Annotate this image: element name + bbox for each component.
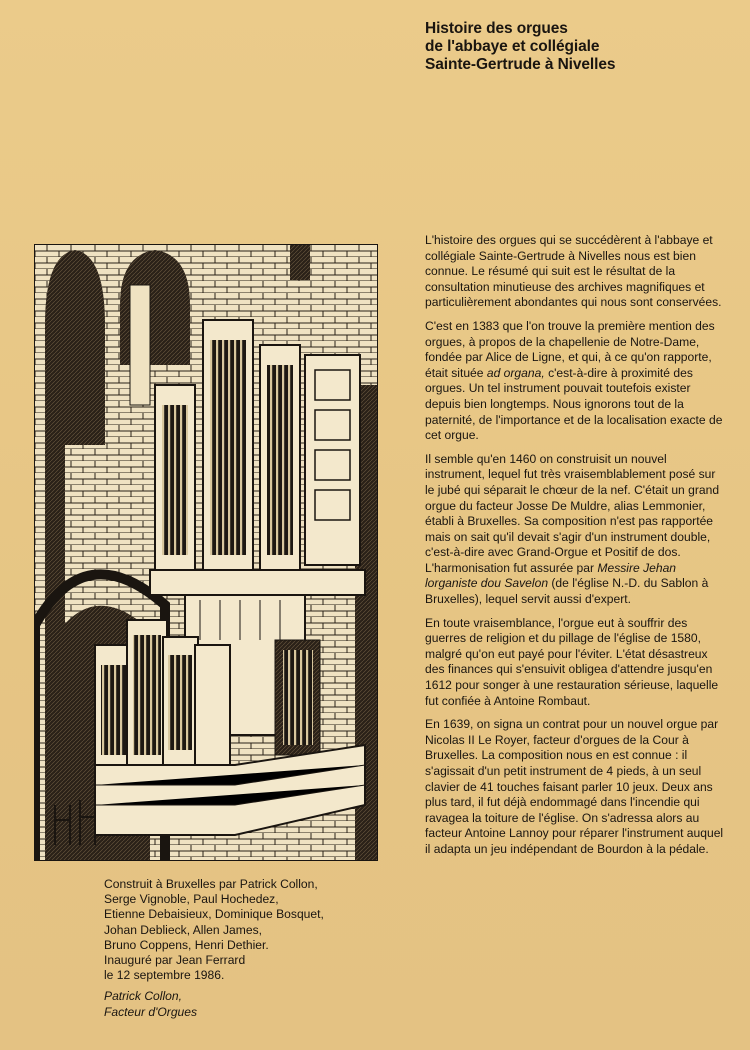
paragraph-3-emphasis: Messire Jehan lorganiste dou Savelon [425,560,677,591]
paragraph-3-text-a: Il semble qu'en 1460 on construisit un nouvel instrument, lequel fut très vraisemblablement posé sur le jubé qui séparait le chœur de la nef. C'était un grand orgue du facteur Josse De Muldre, alias Lemmonier, établi à Bruxelles. Sa composition n'est pas rapportée mais on sait qu'il devait s'agir d'un instrument double, c'est-à-dire avec Grand-Orgue et Positif de dos. L'harmonisation fut assurée par [425,451,720,575]
caption-line-5: Bruno Coppens, Henri Dethier. [104,937,269,952]
caption-line-7: le 12 septembre 1986. [104,968,225,983]
paragraph-2 [425,319,725,444]
paragraph-2-emphasis: ad organa, [486,365,545,380]
organ-illustration [34,244,378,861]
page-title [425,20,725,74]
paragraph-1: L'histoire des orgues qui se succédèrent à l'abbaye et collégiale Sainte-Gertrude à Nivelles nous est bien connue. Le résumé qui suit est le résultat de la consultation minutieuse des archives magnifiques et particulièrement abondantes qui nous sont conservées. [425,233,722,310]
paragraph-2-text-b: c'est-à-dire à proximité des orgues. Un tel instrument pouvait toutefois exister depuis bien longtemps. Nous ignorons tout de la paternité, de l'importance et de la localisation exacte de cet orgue. [425,365,723,443]
caption-line-1: Construit à Bruxelles par Patrick Collon, [104,877,318,891]
illustration-caption [104,877,384,1020]
paragraph-5: En 1639, on signa un contrat pour un nouvel orgue par Nicolas II Le Royer, facteur d'orgues de la Cour à Bruxelles. La composition nous en est connue : il s'agissait d'un petit instrument de 4 pieds, à un seul clavier de 41 touches faisant parler 10 jeux. Deux ans plus tard, il fut déjà endommagé dans l'incendie qui ravagea la toiture de l'église. On s'adressa alors au facteur Antoine Lannoy pour réparer l'instrument auquel il adapta un jeu indépendant de Bourdon à la pédale. [425,717,724,856]
caption-line-6: Inauguré par Jean Ferrard [104,953,246,968]
caption-line-2: Serge Vignoble, Paul Hochedez, [104,892,279,907]
credit-line-1: Patrick Collon, [104,989,182,1004]
title-line-3: Sainte-Gertrude à Nivelles [425,56,616,73]
title-line-2: de l'abbaye et collégiale [425,38,600,55]
caption-line-3: Etienne Debaisieux, Dominique Bosquet, [104,907,324,922]
credit-line-2: Facteur d'Orgues [104,1004,198,1019]
organ-drawing [35,245,377,860]
caption-credit [104,989,384,1019]
article-body [425,233,725,866]
paragraph-3 [425,452,725,608]
paragraph-3-text-b: (de l'église N.-D. du Sablon à Bruxelles), lequel servit aussi d'expert. [425,576,709,607]
title-line-1: Histoire des orgues [425,20,568,37]
paragraph-2-text-a: C'est en 1383 que l'on trouve la première mention des orgues, à propos de la chapellenie de Notre-Dame, fondée par Alice de Ligne, et qui, à ce qu'on rapporte, était située [425,318,715,380]
paragraph-4: En toute vraisemblance, l'orgue eut à souffrir des guerres de religion et du pillage de l'église de 1580, malgré qu'on eut payé pour l'éviter. L'état désastreux des finances qui s'ensuivit obligea d'attendre jusqu'en 1612 pour songer à une restauration sérieuse, laquelle fut confiée à Antoine Rombaut. [425,615,719,708]
caption-line-4: Johan Deblieck, Allen James, [104,922,262,937]
